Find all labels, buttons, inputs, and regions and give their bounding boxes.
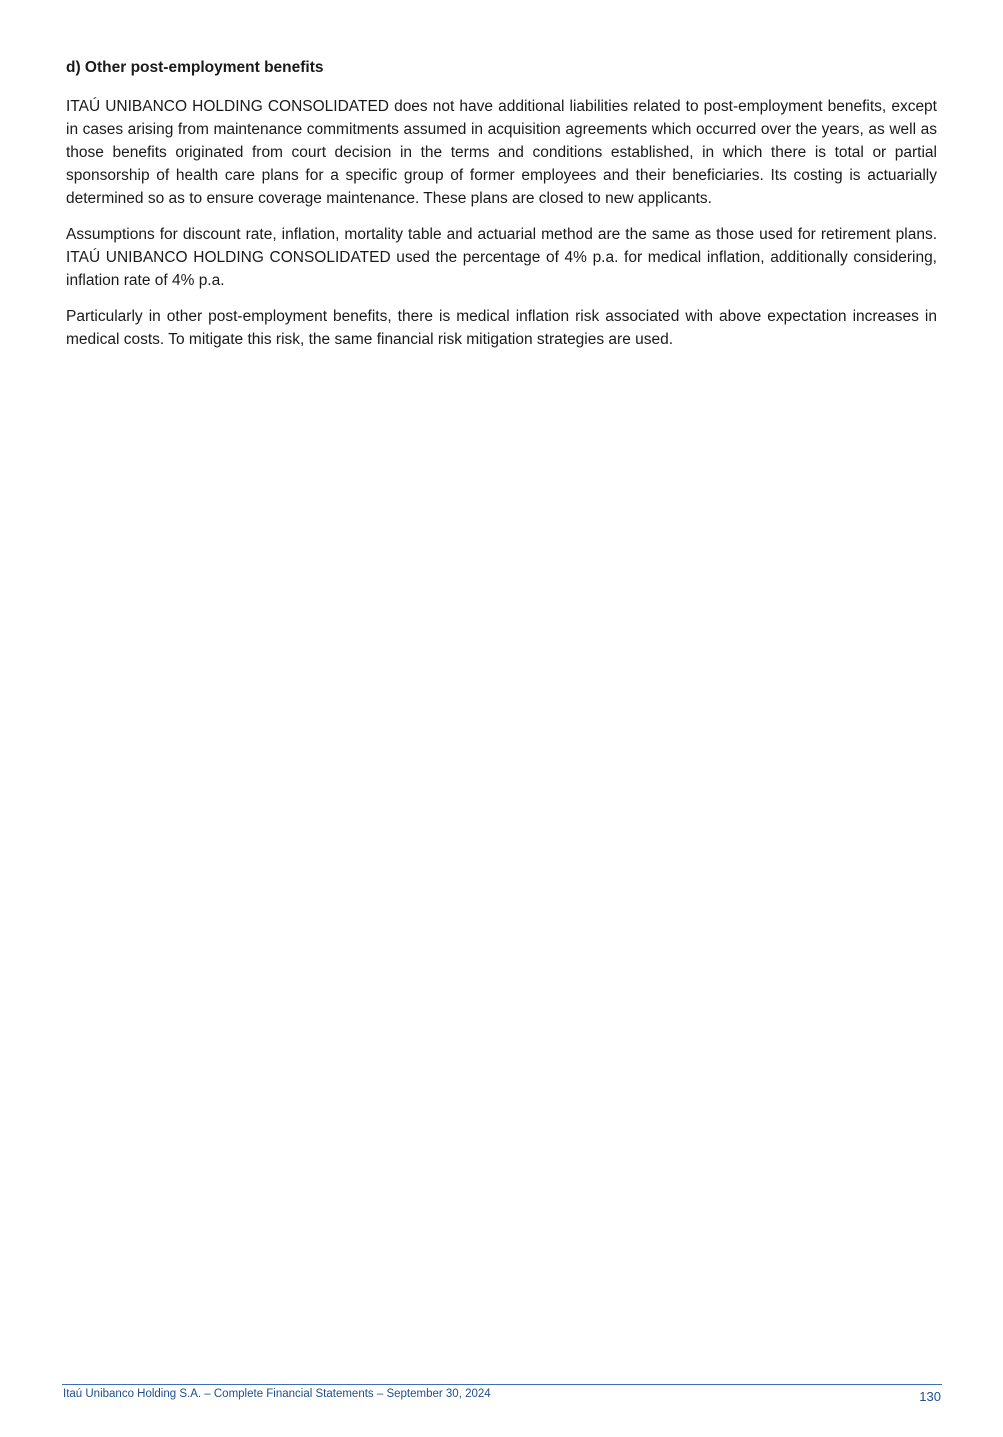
section-heading: d) Other post-employment benefits [66,59,324,76]
footer-caption: Itaú Unibanco Holding S.A. – Complete Financial Statements – September 30, 2024 [63,1388,491,1400]
page-number: 130 [919,1389,941,1404]
document-body [66,58,937,364]
paragraph-inflation-risk: Particularly in other post-employment benefits, there is medical inflation risk associated with above expectation increases in medical costs. To mitigate this risk, the same financial risk mitigation strategies are used. [66,308,937,348]
footer-divider [62,1384,942,1385]
paragraph-liabilities: ITAÚ UNIBANCO HOLDING CONSOLIDATED does not have additional liabilities related to post-employment benefits, except in cases arising from maintenance commitments assumed in acquisition agreements which occurred over the years, as well as those benefits originated from court decision in the terms and conditions established, in which there is total or partial sponsorship of health care plans for a specific group of former employees and their beneficiaries. Its costing is actuarially determined so as to ensure coverage maintenance. These plans are closed to new applicants. [66,98,937,207]
paragraph-assumptions: Assumptions for discount rate, inflation, mortality table and actuarial method are the same as those used for retirement plans. ITAÚ UNIBANCO HOLDING CONSOLIDATED used the percentage of 4% p.a. for medical inflation, additionally considering, inflation rate of 4% p.a. [66,226,937,289]
